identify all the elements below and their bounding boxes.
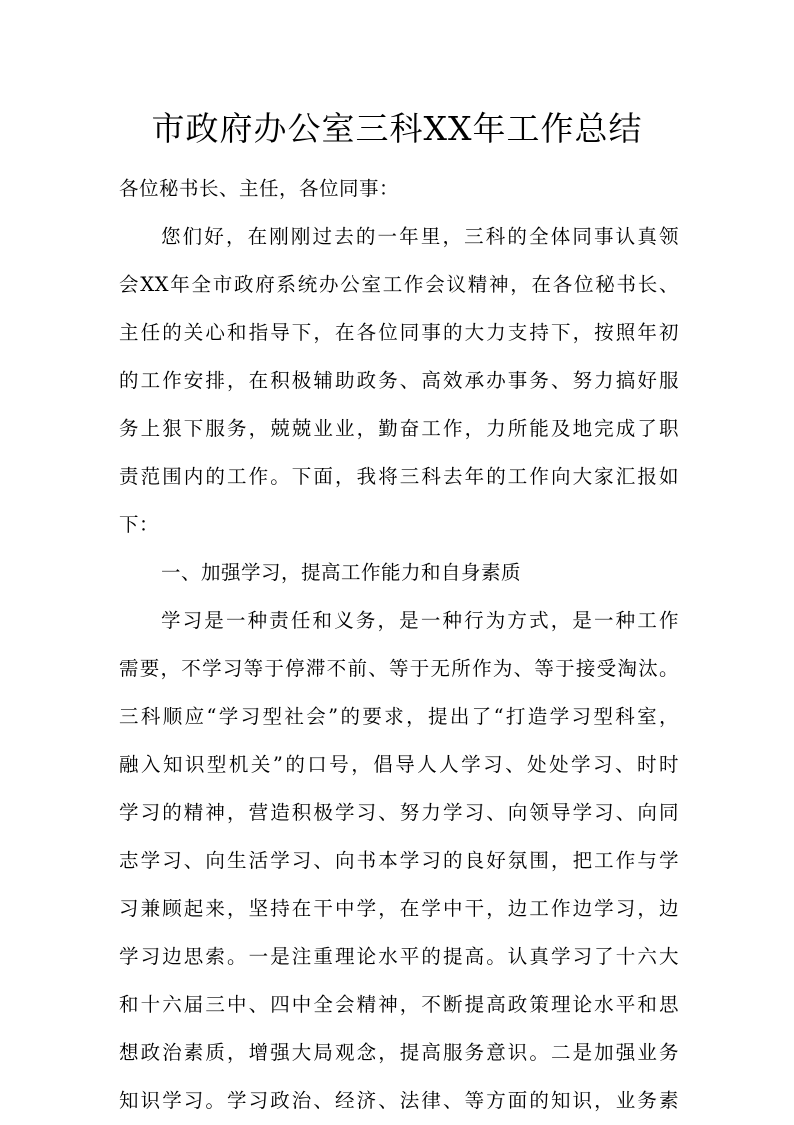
paragraph-line: 想政治素质，增强大局观念，提高服务意识。二是加强业务 [119, 1041, 679, 1064]
paragraph-line: 主任的关心和指导下，在各位同事的大力支持下，按照年初 [119, 321, 679, 344]
paragraph-line: 责范围内的工作。下面，我将三科去年的工作向大家汇报如 [119, 465, 679, 488]
document-body [119, 165, 679, 1125]
paragraph-line: 学习边思索。一是注重理论水平的提高。认真学习了十六大 [119, 945, 679, 968]
paragraph-line: 务上狠下服务，兢兢业业，勤奋工作，力所能及地完成了职 [119, 417, 679, 440]
paragraph-line: 和十六届三中、四中全会精神，不断提高政策理论水平和思 [119, 993, 679, 1016]
paragraph-line: 学习是一种责任和义务，是一种行为方式，是一种工作 [161, 609, 679, 632]
paragraph-line: 志学习、向生活学习、向书本学习的良好氛围，把工作与学 [119, 849, 679, 872]
paragraph-line: 学习的精神，营造积极学习、努力学习、向领导学习、向同 [119, 801, 679, 824]
paragraph-line: 融入知识型机关”的口号，倡导人人学习、处处学习、时时 [119, 753, 679, 776]
paragraph-line: 下： [119, 513, 160, 536]
section-heading: 一、加强学习，提高工作能力和自身素质 [161, 561, 522, 584]
paragraph-line: 习兼顾起来，坚持在干中学，在学中干，边工作边学习，边 [119, 897, 679, 920]
paragraph-line: 会XX年全市政府系统办公室工作会议精神，在各位秘书长、 [119, 273, 679, 296]
paragraph-line: 需要，不学习等于停滞不前、等于无所作为、等于接受淘汰。 [119, 657, 679, 680]
document-title: 市政府办公室三科XX年工作总结 [151, 109, 643, 148]
paragraph-line: 知识学习。学习政治、经济、法律、等方面的知识，业务素 [119, 1089, 679, 1112]
paragraph-line: 三科顺应“学习型社会”的要求，提出了“打造学习型科室， [119, 705, 679, 728]
salutation-line: 各位秘书长、主任，各位同事： [119, 177, 400, 200]
paragraph-line: 的工作安排，在积极辅助政务、高效承办事务、努力搞好服 [119, 369, 679, 392]
paragraph-line: 您们好，在刚刚过去的一年里，三科的全体同事认真领 [161, 225, 679, 248]
